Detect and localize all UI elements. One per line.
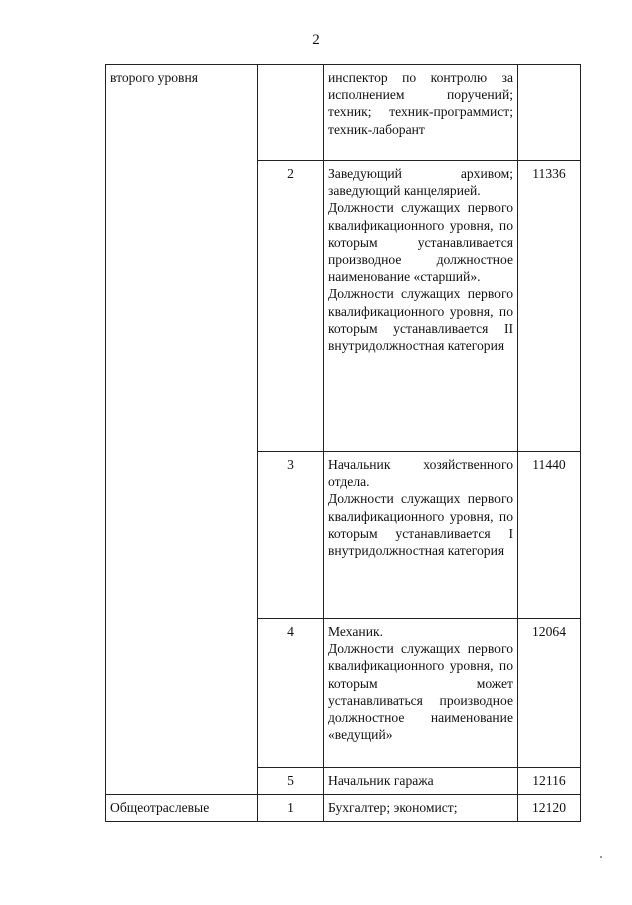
- positions-cell: [324, 65, 518, 161]
- salary-cell: 12120: [518, 795, 581, 822]
- salary-cell: [518, 65, 581, 161]
- positions-text: Бухгалтер; экономист;: [328, 800, 458, 816]
- positions-text: Заведующий архивом; заведующий канцелярией.: [328, 166, 513, 199]
- positions-cell: [324, 452, 518, 619]
- qualification-group-label: Общеотраслевые: [110, 800, 210, 816]
- positions-cell: [324, 161, 518, 452]
- positions-text: инспектор по контролю за исполнением поручений; техник; техник-программист; техник-лаборант: [328, 70, 513, 137]
- positions-text: Начальник гаража: [328, 773, 434, 788]
- level-number-cell: [258, 65, 324, 161]
- qualification-group-label: второго уровня: [110, 70, 199, 85]
- salary-cell: 11440: [518, 452, 581, 619]
- positions-text: Должности служащих первого квалификационного уровня, по которым устанавливается производное должностное наименование «старший».: [328, 200, 513, 285]
- qualification-group-cell: [106, 795, 258, 822]
- positions-text: Механик.: [328, 624, 383, 639]
- salary-table: [105, 64, 581, 822]
- positions-text: Должности служащих первого квалификационного уровня, по которым устанавливается II внутридолжностная категория: [328, 286, 513, 354]
- salary-cell: 11336: [518, 161, 581, 452]
- level-number-cell: 1: [258, 795, 324, 822]
- page-number: 2: [312, 32, 320, 48]
- positions-text: Должности служащих первого квалификационного уровня, по которым может устанавливаться производное должностное наименование «ведущий»: [328, 641, 513, 743]
- positions-cell: [324, 795, 518, 822]
- table-row: [106, 795, 581, 822]
- level-number-cell: 2: [258, 161, 324, 452]
- scan-speck: [600, 856, 602, 858]
- positions-text: Начальник хозяйственного отдела.: [328, 457, 513, 490]
- level-number-cell: 4: [258, 619, 324, 768]
- positions-cell: [324, 768, 518, 795]
- qualification-group-cell: [106, 65, 258, 795]
- salary-cell: 12064: [518, 619, 581, 768]
- table-row: [106, 65, 581, 161]
- level-number-cell: 3: [258, 452, 324, 619]
- positions-cell: [324, 619, 518, 768]
- salary-cell: 12116: [518, 768, 581, 795]
- level-number-cell: 5: [258, 768, 324, 795]
- positions-text: Должности служащих первого квалификационного уровня, по которым устанавливается I внутридолжностная категория: [328, 491, 513, 559]
